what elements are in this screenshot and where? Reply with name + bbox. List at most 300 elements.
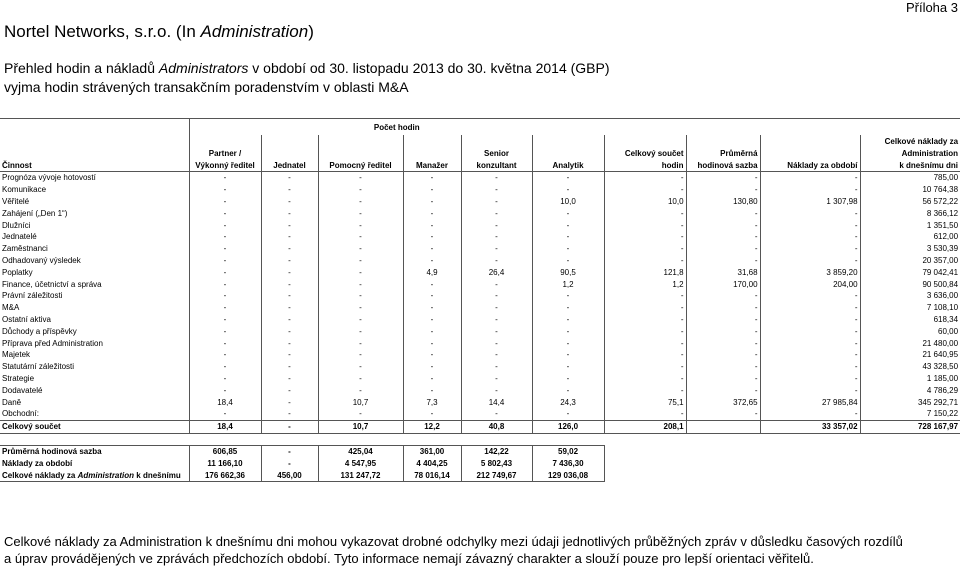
row-value: - [189, 373, 261, 385]
row-value: - [318, 231, 403, 243]
row-value: - [261, 373, 318, 385]
row-value: - [189, 266, 261, 278]
row-value: - [532, 255, 604, 267]
column-header: Výkonný ředitel [189, 159, 261, 172]
row-label: Jednatelé [0, 231, 189, 243]
row-value: - [686, 325, 760, 337]
total-value: 12,2 [403, 420, 461, 433]
row-value: 130,80 [686, 196, 760, 208]
row-value: - [189, 314, 261, 326]
row-value: - [403, 207, 461, 219]
row-value: - [686, 337, 760, 349]
row-value: - [686, 408, 760, 420]
row-value: 26,4 [461, 266, 532, 278]
row-value: 79 042,41 [922, 267, 959, 277]
row-value: - [261, 231, 318, 243]
row-label: Dodavatelé [0, 384, 189, 396]
summary-value: - [261, 445, 318, 457]
row-value: 14,4 [461, 396, 532, 408]
header-blank [760, 119, 860, 136]
row-label: Obchodní: [0, 408, 189, 420]
row-value: - [261, 384, 318, 396]
subtitle-italic: Administrators [158, 60, 249, 76]
row-value: - [189, 196, 261, 208]
row-value: - [318, 349, 403, 361]
row-value: - [532, 302, 604, 314]
row-value: - [189, 243, 261, 255]
summary-value: - [261, 458, 318, 470]
summary-value: 11 166,10 [189, 458, 261, 470]
table-row [0, 278, 960, 290]
column-header: Manažer [403, 159, 461, 172]
row-value: 618,34 [933, 314, 959, 324]
spacer-cell [604, 433, 686, 445]
row-value: - [189, 231, 261, 243]
summary-row [0, 458, 960, 470]
title-end: ) [308, 22, 314, 41]
row-value: 612,00 [933, 232, 959, 242]
row-value: 1,2 [604, 278, 686, 290]
table-row [0, 266, 960, 278]
row-value: - [261, 184, 318, 196]
row-value: 90,5 [532, 266, 604, 278]
row-value: - [261, 266, 318, 278]
row-value: 10,7 [318, 396, 403, 408]
header-row [0, 135, 960, 147]
row-value: - [261, 408, 318, 420]
table-row [0, 302, 960, 314]
row-value: - [760, 384, 860, 396]
column-header: Jednatel [261, 159, 318, 172]
header-blank [860, 119, 960, 136]
spacer-cell [318, 433, 403, 445]
row-value: 785,00 [933, 173, 959, 183]
table-row [0, 184, 960, 196]
row-value: - [403, 196, 461, 208]
row-value: - [604, 384, 686, 396]
row-value: - [403, 361, 461, 373]
row-value: - [532, 349, 604, 361]
row-value: - [261, 172, 318, 184]
row-value: - [604, 172, 686, 184]
column-header: Administration [901, 148, 959, 158]
subtitle-line-1 [4, 60, 610, 76]
row-value: - [461, 290, 532, 302]
attachment-label: Příloha 3 [905, 0, 958, 15]
row-value: - [461, 325, 532, 337]
row-value: 10,0 [532, 196, 604, 208]
summary-value: 4 404,25 [403, 458, 461, 470]
row-value: 4,9 [403, 266, 461, 278]
row-value: - [686, 314, 760, 326]
row-value: - [261, 361, 318, 373]
row-value: - [532, 219, 604, 231]
row-value: - [532, 243, 604, 255]
header-group-hours: Počet hodin [189, 119, 604, 136]
row-value: - [461, 184, 532, 196]
table-row [0, 349, 960, 361]
header-blank [686, 119, 760, 136]
row-value: - [686, 172, 760, 184]
total-row [0, 420, 960, 433]
row-label: Finance, účetnictví a správa [0, 278, 189, 290]
spacer-cell [686, 433, 760, 445]
row-value: - [604, 184, 686, 196]
row-value: 1,2 [532, 278, 604, 290]
row-value: 8 366,12 [926, 208, 959, 218]
column-header [403, 135, 461, 147]
summary-row [0, 469, 960, 481]
title-text: Nortel Networks, s.r.o. (In [4, 22, 201, 41]
row-value: - [261, 302, 318, 314]
row-value: 31,68 [686, 266, 760, 278]
row-value: 90 500,84 [922, 279, 959, 289]
row-value: - [403, 373, 461, 385]
row-value: - [686, 290, 760, 302]
row-value: - [318, 255, 403, 267]
row-value: 170,00 [686, 278, 760, 290]
row-value: - [189, 207, 261, 219]
row-value: - [532, 337, 604, 349]
row-value: - [686, 255, 760, 267]
row-value: - [532, 361, 604, 373]
row-value: - [760, 243, 860, 255]
row-value: 3 636,00 [926, 291, 959, 301]
table-row [0, 243, 960, 255]
row-value: - [604, 255, 686, 267]
table-row [0, 373, 960, 385]
summary-value: 4 547,95 [318, 458, 403, 470]
row-value: 3 859,20 [760, 266, 860, 278]
summary-value: 142,22 [461, 445, 532, 457]
column-header [403, 147, 461, 159]
page-title [4, 22, 314, 42]
column-header: Celkový součet [604, 147, 686, 159]
summary-value: 456,00 [261, 469, 318, 481]
spacer-cell [532, 433, 604, 445]
row-value: 56 572,22 [922, 196, 959, 206]
row-value: - [461, 255, 532, 267]
total-label: Celkový součet [0, 420, 189, 433]
row-value: - [461, 207, 532, 219]
row-value: - [760, 219, 860, 231]
column-header: konzultant [461, 159, 532, 172]
row-label: M&A [0, 302, 189, 314]
row-value: - [403, 337, 461, 349]
row-value: - [189, 219, 261, 231]
column-header [760, 147, 860, 159]
header-group-row [0, 119, 960, 136]
row-value: - [461, 408, 532, 420]
row-value: - [760, 184, 860, 196]
row-label: Daně [0, 396, 189, 408]
row-value: - [461, 337, 532, 349]
row-value: - [189, 172, 261, 184]
row-value: - [189, 361, 261, 373]
hours-costs-table [0, 118, 960, 482]
row-label: Strategie [0, 373, 189, 385]
total-value: 728 167,97 [860, 420, 960, 433]
row-value: - [189, 184, 261, 196]
summary-blank [686, 469, 760, 481]
row-value: - [318, 184, 403, 196]
row-value: - [261, 314, 318, 326]
table-row [0, 337, 960, 349]
row-value: - [760, 290, 860, 302]
row-value: - [461, 384, 532, 396]
column-header-activity [0, 147, 189, 159]
row-value: - [461, 349, 532, 361]
row-value: - [189, 337, 261, 349]
column-header: Senior [461, 147, 532, 159]
column-header [461, 135, 532, 147]
spacer-cell [860, 433, 960, 445]
row-label: Odhadovaný výsledek [0, 255, 189, 267]
row-value: 20 357,00 [922, 255, 959, 265]
row-value: - [532, 172, 604, 184]
row-value: 345 292,71 [917, 397, 959, 407]
row-value: 21 640,95 [922, 350, 959, 360]
row-value: - [760, 408, 860, 420]
row-value: - [318, 373, 403, 385]
row-value: 7,3 [403, 396, 461, 408]
column-header [189, 135, 261, 147]
spacer-cell [403, 433, 461, 445]
spacer-row [0, 433, 960, 445]
row-value: - [604, 207, 686, 219]
column-header [760, 135, 860, 147]
row-value: - [461, 373, 532, 385]
row-value: - [532, 408, 604, 420]
summary-value: 5 802,43 [461, 458, 532, 470]
summary-blank [686, 445, 760, 457]
row-value: - [686, 349, 760, 361]
summary-value: 78 016,14 [403, 469, 461, 481]
row-value: - [189, 290, 261, 302]
row-value: - [261, 337, 318, 349]
row-value: - [461, 172, 532, 184]
table-row [0, 361, 960, 373]
row-value: 372,65 [686, 396, 760, 408]
row-value: 21 480,00 [922, 338, 959, 348]
row-value: - [261, 349, 318, 361]
spacer-cell [760, 433, 860, 445]
row-value: - [189, 408, 261, 420]
row-value: - [461, 196, 532, 208]
row-value: - [189, 255, 261, 267]
title-italic: Administration [200, 22, 309, 41]
row-value: - [686, 219, 760, 231]
row-value: - [532, 384, 604, 396]
spacer-cell [189, 433, 261, 445]
row-value: - [403, 219, 461, 231]
row-value: - [604, 219, 686, 231]
row-value: - [189, 349, 261, 361]
row-value: - [461, 219, 532, 231]
summary-label: Průměrná hodinová sazba [0, 445, 189, 457]
row-label: Právní záležitosti [0, 290, 189, 302]
column-header-activity [0, 135, 189, 147]
summary-blank [604, 469, 686, 481]
table-row [0, 196, 960, 208]
row-value: - [261, 325, 318, 337]
table-row [0, 231, 960, 243]
spacer-cell [261, 433, 318, 445]
row-value: - [604, 337, 686, 349]
row-value: - [760, 302, 860, 314]
column-header [318, 135, 403, 147]
column-header: Partner / [189, 147, 261, 159]
summary-value: 361,00 [403, 445, 461, 457]
summary-label: Náklady za období [0, 458, 189, 470]
row-value: - [604, 243, 686, 255]
row-label: Prognóza vývoje hotovostí [0, 172, 189, 184]
row-value: - [532, 231, 604, 243]
column-header: Náklady za období [760, 159, 860, 172]
row-value: 7 108,10 [926, 303, 959, 313]
row-value: 1 307,98 [760, 196, 860, 208]
column-header [686, 135, 760, 147]
row-label: Dlužníci [0, 219, 189, 231]
column-header: Pomocný ředitel [318, 159, 403, 172]
row-value: - [532, 314, 604, 326]
total-value [686, 420, 760, 433]
summary-value: 425,04 [318, 445, 403, 457]
header-row [0, 159, 960, 172]
row-value: - [760, 337, 860, 349]
row-value: - [403, 172, 461, 184]
row-value: - [604, 314, 686, 326]
row-value: - [532, 184, 604, 196]
row-value: - [403, 325, 461, 337]
summary-row [0, 445, 960, 457]
row-value: - [318, 196, 403, 208]
row-label: Statutární záležitosti [0, 361, 189, 373]
row-value: - [461, 361, 532, 373]
row-value: - [760, 361, 860, 373]
subtitle-text-end: v období od 30. listopadu 2013 do 30. května 2014 (GBP) [248, 60, 610, 76]
row-value: 1 351,50 [926, 220, 959, 230]
subtitle-text: Přehled hodin a nákladů [4, 60, 159, 76]
row-value: - [261, 196, 318, 208]
row-value: - [461, 278, 532, 290]
row-value: - [261, 219, 318, 231]
summary-value: 606,85 [189, 445, 261, 457]
row-value: - [318, 314, 403, 326]
row-value: - [318, 384, 403, 396]
table-row [0, 396, 960, 408]
column-header: k dnešnímu dni [860, 159, 960, 172]
row-value: 4 786,29 [926, 385, 959, 395]
row-value: - [760, 231, 860, 243]
row-value: - [604, 361, 686, 373]
total-value: 126,0 [532, 420, 604, 433]
column-header: hodin [604, 159, 686, 172]
summary-value: 131 247,72 [318, 469, 403, 481]
row-value: - [318, 278, 403, 290]
row-value: - [604, 325, 686, 337]
row-value: - [403, 302, 461, 314]
summary-value: 212 749,67 [461, 469, 532, 481]
row-value: - [318, 408, 403, 420]
summary-value: 59,02 [532, 445, 604, 457]
table-row [0, 207, 960, 219]
row-value: - [686, 384, 760, 396]
row-value: - [318, 207, 403, 219]
row-value: 3 530,39 [926, 244, 959, 254]
summary-blank [860, 469, 960, 481]
column-header [318, 147, 403, 159]
row-value: - [403, 314, 461, 326]
row-value: - [261, 278, 318, 290]
row-value: 1 185,00 [926, 373, 959, 383]
row-value: - [532, 290, 604, 302]
row-value: - [403, 408, 461, 420]
row-value: - [760, 349, 860, 361]
row-value: - [403, 290, 461, 302]
row-value: 10,0 [604, 196, 686, 208]
row-value: - [686, 207, 760, 219]
total-value: 33 357,02 [760, 420, 860, 433]
summary-blank [860, 445, 960, 457]
row-value: - [189, 325, 261, 337]
summary-blank [760, 469, 860, 481]
row-value: - [318, 290, 403, 302]
row-label: Ostatní aktiva [0, 314, 189, 326]
row-value: - [604, 290, 686, 302]
row-value: - [686, 243, 760, 255]
row-value: - [403, 255, 461, 267]
total-value: 40,8 [461, 420, 532, 433]
row-value: - [604, 373, 686, 385]
summary-label-part: k dnešnímu [134, 470, 181, 480]
row-value: - [403, 184, 461, 196]
row-value: - [532, 207, 604, 219]
row-value: 24,3 [532, 396, 604, 408]
row-value: - [189, 384, 261, 396]
table-row [0, 290, 960, 302]
row-value: 121,8 [604, 266, 686, 278]
column-header-activity: Činnost [0, 159, 189, 172]
row-value: 204,00 [760, 278, 860, 290]
row-value: 18,4 [189, 396, 261, 408]
row-value: - [686, 373, 760, 385]
row-value: - [261, 255, 318, 267]
row-value: - [760, 325, 860, 337]
row-value: - [532, 373, 604, 385]
summary-blank [760, 458, 860, 470]
row-value: - [461, 243, 532, 255]
row-value: - [189, 302, 261, 314]
row-value: - [461, 231, 532, 243]
summary-value: 129 036,08 [532, 469, 604, 481]
total-value: 18,4 [189, 420, 261, 433]
row-value: - [686, 231, 760, 243]
summary-label [0, 469, 189, 481]
row-value: 43 328,50 [922, 362, 959, 372]
row-label: Zaměstnanci [0, 243, 189, 255]
row-label: Komunikace [0, 184, 189, 196]
table-row [0, 255, 960, 267]
row-value: - [686, 184, 760, 196]
row-value: - [461, 302, 532, 314]
summary-blank [686, 458, 760, 470]
row-value: - [604, 408, 686, 420]
row-value: - [403, 243, 461, 255]
total-value: - [261, 420, 318, 433]
row-value: - [261, 290, 318, 302]
row-value: - [318, 302, 403, 314]
